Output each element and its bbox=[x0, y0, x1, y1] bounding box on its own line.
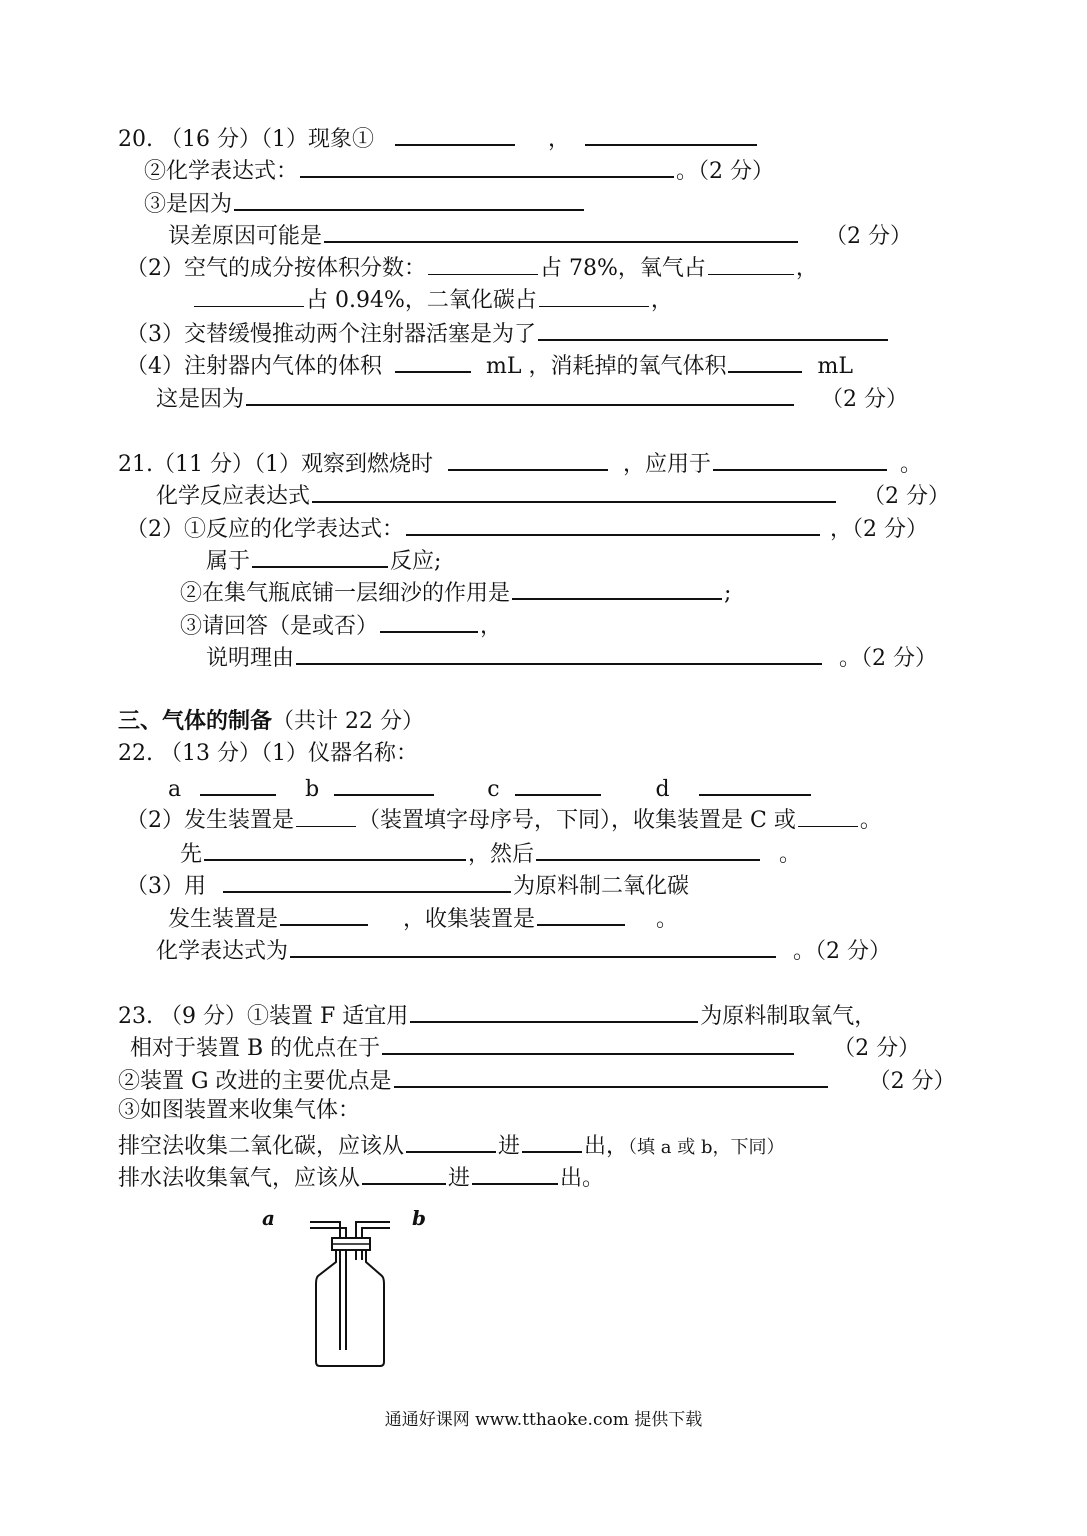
q20-volume-unit: mL ，消耗掉的氧气体积 bbox=[486, 354, 727, 379]
q20-line-7 bbox=[126, 317, 890, 347]
q20-because-label: 这是因为 bbox=[156, 387, 245, 412]
q20-air-comma-2: ， bbox=[650, 288, 673, 313]
q20-volume-label: （4）注射器内气体的体积 bbox=[126, 354, 382, 379]
q21-line-2 bbox=[156, 479, 950, 509]
q23-advantage-score: （2 分） bbox=[833, 1036, 921, 1061]
q22-label-b: b bbox=[305, 777, 320, 802]
q21-blank-reaction[interactable] bbox=[312, 479, 836, 503]
q23-blank-co2-out[interactable] bbox=[522, 1129, 582, 1153]
q22-first-label: 先 bbox=[180, 842, 203, 867]
q21-blank-reaction-type[interactable] bbox=[252, 544, 388, 568]
q22-line-3 bbox=[126, 804, 882, 834]
q21-blank-part2-expression[interactable] bbox=[406, 512, 820, 536]
q20-blank-reason[interactable] bbox=[234, 187, 584, 211]
q20-line-4 bbox=[168, 219, 912, 249]
q23-material-end: 为原料制取氧气， bbox=[700, 1004, 877, 1029]
q21-belongs-end: 反应; bbox=[390, 549, 442, 574]
q21-sand-end: ; bbox=[724, 581, 732, 606]
q21-blank-observe[interactable] bbox=[448, 447, 608, 471]
q22-blank-d[interactable] bbox=[699, 772, 811, 796]
q20-line-6 bbox=[192, 284, 673, 314]
q22-blank-b[interactable] bbox=[334, 772, 434, 796]
q23-line-1 bbox=[118, 999, 876, 1029]
q22-blank-generator[interactable] bbox=[296, 804, 356, 827]
q23-collect-label: ③如图装置来收集气体： bbox=[118, 1098, 361, 1123]
q22-material-end: 为原料制二氧化碳 bbox=[513, 874, 690, 899]
q20-syringe-label: （3）交替缓慢推动两个注射器活塞是为了 bbox=[126, 322, 536, 347]
q21-blank-sand[interactable] bbox=[512, 576, 722, 600]
q20-expression-end: 。（2 分） bbox=[676, 159, 775, 184]
q20-air-094: 占 0.94%，二氧化碳占 bbox=[306, 288, 537, 313]
gas-collection-bottle-diagram bbox=[300, 1210, 410, 1372]
q22-label-c: c bbox=[487, 777, 500, 802]
q23-line-6 bbox=[118, 1161, 604, 1191]
q23-air-method-label: 排空法收集二氧化碳，应该从 bbox=[118, 1134, 405, 1159]
q20-blank-expression[interactable] bbox=[300, 154, 674, 178]
q20-error-label: 误差原因可能是 bbox=[168, 224, 323, 249]
q21-reaction-label: 化学反应表达式 bbox=[156, 484, 311, 509]
q23-line-4 bbox=[118, 1096, 360, 1126]
q22-collector-label: （装置填字母序号，下同），收集装置是 C 或 bbox=[358, 808, 796, 833]
q22-line-4 bbox=[180, 837, 801, 867]
q21-line1-end: 。 bbox=[900, 452, 923, 477]
q22-expr-score: 。（2 分） bbox=[793, 939, 892, 964]
q21-line-7 bbox=[206, 641, 937, 671]
q23-line-5 bbox=[118, 1129, 784, 1159]
q20-blank-volume[interactable] bbox=[395, 349, 471, 373]
q22-line3-end: 。 bbox=[859, 808, 882, 833]
q22-label-d: d bbox=[655, 777, 670, 802]
q21-yesno-end: ， bbox=[480, 614, 503, 639]
q22-line-5 bbox=[126, 869, 689, 899]
q23-title: 23. （9 分）①装置 F 适宜用 bbox=[118, 1004, 409, 1029]
q22-gen2-label: 发生装置是 bbox=[168, 907, 279, 932]
q21-blank-reason[interactable] bbox=[296, 641, 822, 665]
q22-line-7 bbox=[156, 934, 891, 964]
q22-line-6 bbox=[168, 902, 678, 932]
q21-sand-label: ②在集气瓶底铺一层细沙的作用是 bbox=[180, 581, 511, 606]
q21-line-1 bbox=[118, 447, 922, 477]
q20-number: 20. bbox=[118, 127, 153, 152]
q22-blank-col2[interactable] bbox=[537, 902, 625, 926]
q22-blank-first[interactable] bbox=[204, 837, 466, 861]
q23-advantage-label: 相对于装置 B 的优点在于 bbox=[130, 1036, 381, 1061]
q21-yesno-label: ③请回答（是或否） bbox=[180, 614, 379, 639]
q23-fill-hint: （填 a 或 b，下同） bbox=[628, 1137, 785, 1158]
q21-reason-label: 说明理由 bbox=[206, 646, 295, 671]
q22-line-1 bbox=[118, 739, 418, 769]
q21-part2-label: （2）①反应的化学表达式： bbox=[126, 517, 404, 542]
section-3-title: 三、气体的制备 bbox=[118, 708, 273, 734]
q22-line4-end: 。 bbox=[779, 842, 802, 867]
q20-blank-argon[interactable] bbox=[194, 284, 304, 307]
q22-blank-expr[interactable] bbox=[290, 934, 776, 958]
q20-blank-co2[interactable] bbox=[539, 284, 649, 307]
q20-blank-phenomenon-1[interactable] bbox=[395, 122, 515, 146]
q23-in-1: 进 bbox=[498, 1134, 521, 1159]
q22-title: 22. （13 分）（1）仪器名称： bbox=[118, 741, 418, 766]
q20-blank-consumed[interactable] bbox=[728, 349, 802, 373]
q21-blank-yesno[interactable] bbox=[380, 609, 478, 633]
q23-in-2: 进 bbox=[448, 1166, 471, 1191]
q22-blank-then[interactable] bbox=[536, 837, 760, 861]
q20-air-comma: ， bbox=[795, 256, 818, 281]
q21-reason-score: 。（2 分） bbox=[839, 646, 938, 671]
q22-label-a: a bbox=[168, 777, 182, 802]
q22-col2-label: ，收集装置是 bbox=[403, 907, 536, 932]
q20-blank-syringe[interactable] bbox=[538, 317, 888, 341]
q23-improve-label: ②装置 G 改进的主要优点是 bbox=[118, 1069, 392, 1094]
q23-blank-improve[interactable] bbox=[394, 1064, 828, 1088]
q20-blank-oxygen[interactable] bbox=[708, 252, 794, 275]
q20-expression-label: ②化学表达式： bbox=[144, 159, 299, 184]
q21-apply-label: ，应用于 bbox=[622, 452, 711, 477]
q20-part1-text: （1）现象① bbox=[261, 127, 374, 152]
q22-line6-end: 。 bbox=[656, 907, 679, 932]
q22-blank-gen2[interactable] bbox=[280, 902, 368, 926]
q20-consumed-unit: mL bbox=[817, 354, 853, 379]
q20-air-78: 占 78%，氧气占 bbox=[540, 256, 706, 281]
q21-belongs-label: 属于 bbox=[206, 549, 251, 574]
q20-line-5 bbox=[126, 252, 818, 282]
q20-score: （16 分） bbox=[160, 127, 261, 152]
q23-blank-advantage[interactable] bbox=[382, 1031, 794, 1055]
q23-out-2: 出。 bbox=[560, 1166, 605, 1191]
q22-expr-label: 化学表达式为 bbox=[156, 939, 289, 964]
q22-blank-material[interactable] bbox=[223, 869, 511, 893]
q21-observe-label: 21.（11 分）（1）观察到燃烧时 bbox=[118, 452, 433, 477]
q23-blank-co2-in[interactable] bbox=[406, 1129, 496, 1153]
q21-reaction-score: （2 分） bbox=[863, 484, 951, 509]
q20-blank-error[interactable] bbox=[324, 219, 798, 243]
q20-error-score: （2 分） bbox=[825, 224, 913, 249]
q20-because-score: （2 分） bbox=[821, 387, 909, 412]
q23-line-3 bbox=[118, 1064, 956, 1094]
diagram-label-b: b bbox=[412, 1206, 426, 1230]
q22-use-label: （3）用 bbox=[126, 874, 206, 899]
q22-generator-label: （2）发生装置是 bbox=[126, 808, 294, 833]
q22-then-label: ，然后 bbox=[468, 842, 535, 867]
q21-line-3 bbox=[126, 512, 928, 542]
q22-blank-a[interactable] bbox=[200, 772, 276, 796]
q20-comma: ， bbox=[548, 127, 571, 152]
q22-line-2 bbox=[168, 772, 813, 802]
q21-line-4 bbox=[206, 544, 441, 574]
footer-source: 通通好课网 www.tthaoke.com 提供下载 bbox=[384, 1410, 703, 1430]
q23-out-1: 出， bbox=[584, 1134, 629, 1159]
section-3-heading bbox=[118, 706, 424, 736]
q22-blank-collector[interactable] bbox=[798, 804, 858, 827]
q20-line-2 bbox=[144, 154, 774, 184]
q23-improve-score: （2 分） bbox=[868, 1069, 956, 1094]
q20-blank-because[interactable] bbox=[246, 382, 794, 406]
q23-blank-o2-in[interactable] bbox=[362, 1161, 446, 1185]
q20-line-8 bbox=[126, 349, 853, 379]
q21-part2-score: ，（2 分） bbox=[830, 517, 928, 542]
q23-blank-o2-out[interactable] bbox=[472, 1161, 558, 1185]
section-3-note: （共计 22 分） bbox=[272, 709, 424, 734]
q20-line-9 bbox=[156, 382, 908, 412]
q20-blank-nitrogen[interactable] bbox=[428, 252, 538, 275]
q23-blank-material[interactable] bbox=[410, 999, 698, 1023]
q23-line-2 bbox=[130, 1031, 920, 1061]
q21-blank-apply[interactable] bbox=[713, 447, 887, 471]
q20-reason-label: ③是因为 bbox=[144, 192, 233, 217]
q20-blank-phenomenon-2[interactable] bbox=[585, 122, 757, 146]
q23-water-method-label: 排水法收集氧气，应该从 bbox=[118, 1166, 361, 1191]
q20-line-3 bbox=[144, 187, 586, 217]
q20-line-1 bbox=[118, 122, 759, 152]
q21-line-5 bbox=[180, 576, 731, 606]
q22-blank-c[interactable] bbox=[515, 772, 601, 796]
q21-line-6 bbox=[180, 609, 502, 639]
diagram-label-a: a bbox=[262, 1206, 275, 1230]
q20-air-label: （2）空气的成分按体积分数： bbox=[126, 256, 426, 281]
